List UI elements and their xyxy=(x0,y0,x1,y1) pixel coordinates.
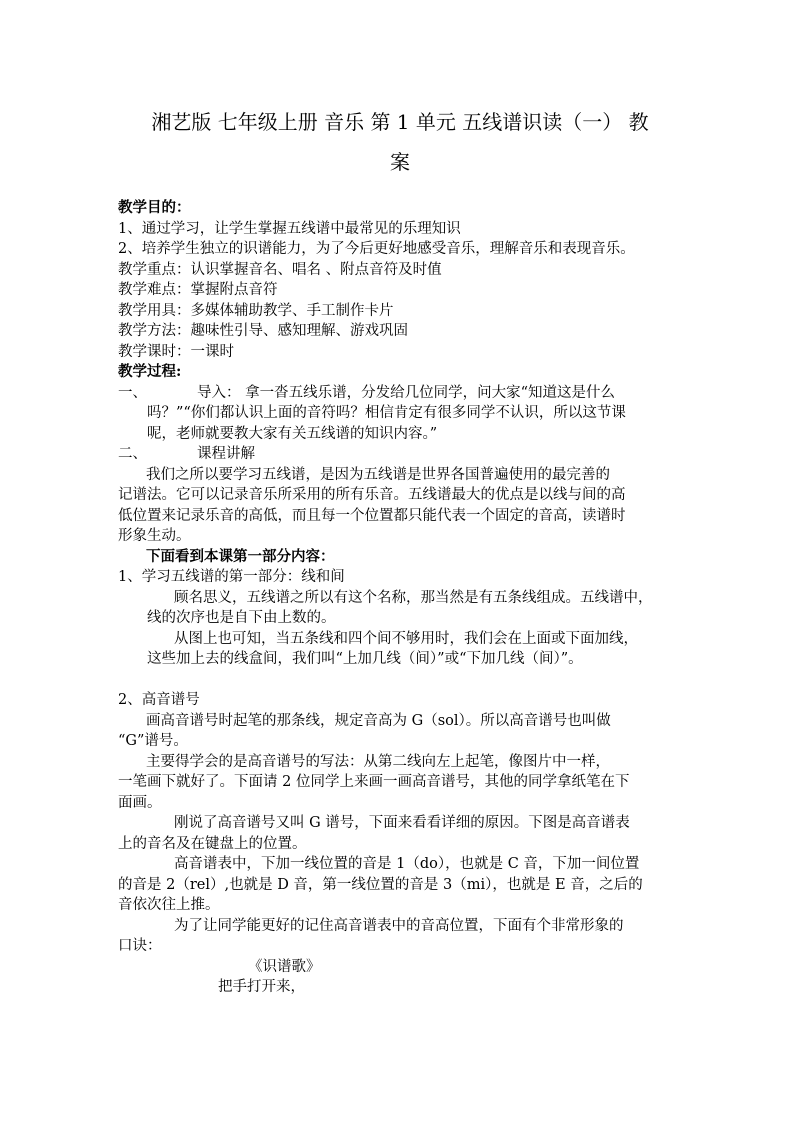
section-1-para-1-line-1: 顾名思义，五线谱之所以有这个名称，那当然是有五条线组成。五线谱中， xyxy=(174,589,653,606)
section-2-para-1-line-2: “G”谱号。 xyxy=(118,733,188,749)
blank-line xyxy=(118,670,683,691)
paragraph-1-line-1: 我们之所以要学习五线谱，是因为五线谱是世界各国普遍使用的最完善的 xyxy=(146,466,610,483)
section-1-para-2-line-2: 这些加上去的线盒间，我们叫“上加几线（间）”或“下加几线（间）”。 xyxy=(147,651,583,667)
paragraph-1-line-3: 低位置来记录乐音的高低，而且每一个位置都只能代表一个固定的音高，读谱时 xyxy=(118,507,626,524)
section-2-para-1-line-1: 画高音谱号时起笔的那条线，规定音高为 G（sol）。所以高音谱号也叫做 xyxy=(146,712,611,729)
process-heading: 教学过程: xyxy=(118,363,182,380)
section-2-para-4-line-1: 高音谱表中，下加一线位置的音是 1（do），也就是 C 音，下加一间位置 xyxy=(174,856,640,872)
section-1-para-2-line-1: 从图上也可知，当五条线和四个间不够用时，我们会在上面或下面加线， xyxy=(174,630,638,647)
section-2-para-2-line-2: 一笔画下就好了。下面请 2 位同学上来画一画高音谱号，其他的同学拿纸笔在下 xyxy=(118,774,630,790)
song-line-1: 把手打开来， xyxy=(218,979,305,995)
step-1-number: 一、 xyxy=(118,384,147,401)
step-2-line xyxy=(118,444,683,465)
goal-2: 2、培养学生独立的识谱能力，为了今后更好地感受音乐，理解音乐和表现音乐。 xyxy=(118,241,635,257)
section-2-para-2-line-1: 主要得学会的是高音谱号的写法：从第二线向左上起笔，像图片中一样， xyxy=(146,753,610,770)
teaching-tools: 教学用具：多媒体辅助教学、手工制作卡片 xyxy=(118,302,394,319)
section-2-para-5-line-1: 为了让同学能更好的记住高音谱表中的音高位置，下面有个非常形象的 xyxy=(174,917,624,934)
step-1-line-1 xyxy=(118,383,683,404)
section-1-para-1-line-2: 线的次序也是自下由上数的。 xyxy=(147,610,336,626)
goal-heading: 教学目的： xyxy=(118,199,191,216)
paragraph-1-line-4: 形象生动。 xyxy=(118,528,191,544)
step-1-line-2: 吗？”“你们都认识上面的音符吗？相信肯定有很多同学不认识，所以这节课 xyxy=(147,405,626,421)
document-body xyxy=(118,198,683,998)
teaching-focus: 教学重点：认识掌握音名、唱名 、附点音符及时值 xyxy=(118,261,442,278)
title-line-1: 湘艺版 七年级上册 音乐 第 1 单元 五线谱识读（一） 教 xyxy=(151,110,649,134)
step-2-number: 二、 xyxy=(118,446,147,462)
step-1-line-3: 呢，老师就要教大家有关五线谱的知识内容。” xyxy=(147,425,438,442)
teaching-hours: 教学课时：一课时 xyxy=(118,343,234,360)
section-2-para-4-line-2: 的音是 2（rel）,也就是 D 音，第一线位置的音是 3（mi），也就是 E 音，之后的 xyxy=(118,876,643,893)
section-2-heading: 2、高音谱号 xyxy=(118,692,200,708)
section-2-para-4-line-3: 音依次往上推。 xyxy=(118,897,220,913)
paragraph-1-line-2: 记谱法。它可以记录音乐所采用的所有乐音。五线谱最大的优点是以线与间的高 xyxy=(118,487,626,503)
section-1-heading: 1、学习五线谱的第一部分：线和间 xyxy=(118,569,345,585)
goal-1: 1、通过学习，让学生掌握五线谱中最常见的乐理知识 xyxy=(118,220,461,237)
section-2-para-3-line-2: 上的音名及在键盘上的位置。 xyxy=(118,835,307,852)
document-title xyxy=(110,102,690,182)
teaching-method: 教学方法：趣味性引导、感知理解、游戏巩固 xyxy=(118,323,408,339)
part-1-heading: 下面看到本课第一部分内容： xyxy=(146,547,335,565)
step-2-label: 课程讲解 xyxy=(197,446,255,462)
section-2-para-5-line-2: 口诀： xyxy=(118,938,162,954)
section-2-para-2-line-3: 面画。 xyxy=(118,794,162,811)
teaching-difficulty: 教学难点：掌握附点音符 xyxy=(118,282,278,298)
section-2-para-3-line-1: 刚说了高音谱号又叫 G 谱号，下面来看看详细的原因。下图是高音谱表 xyxy=(174,815,630,831)
song-title: 《识谱歌》 xyxy=(248,958,321,975)
step-1-text-1: 导入： 拿一沓五线乐谱，分发给几位同学，问大家“知道这是什么 xyxy=(197,384,616,401)
title-line-2: 案 xyxy=(390,150,410,174)
